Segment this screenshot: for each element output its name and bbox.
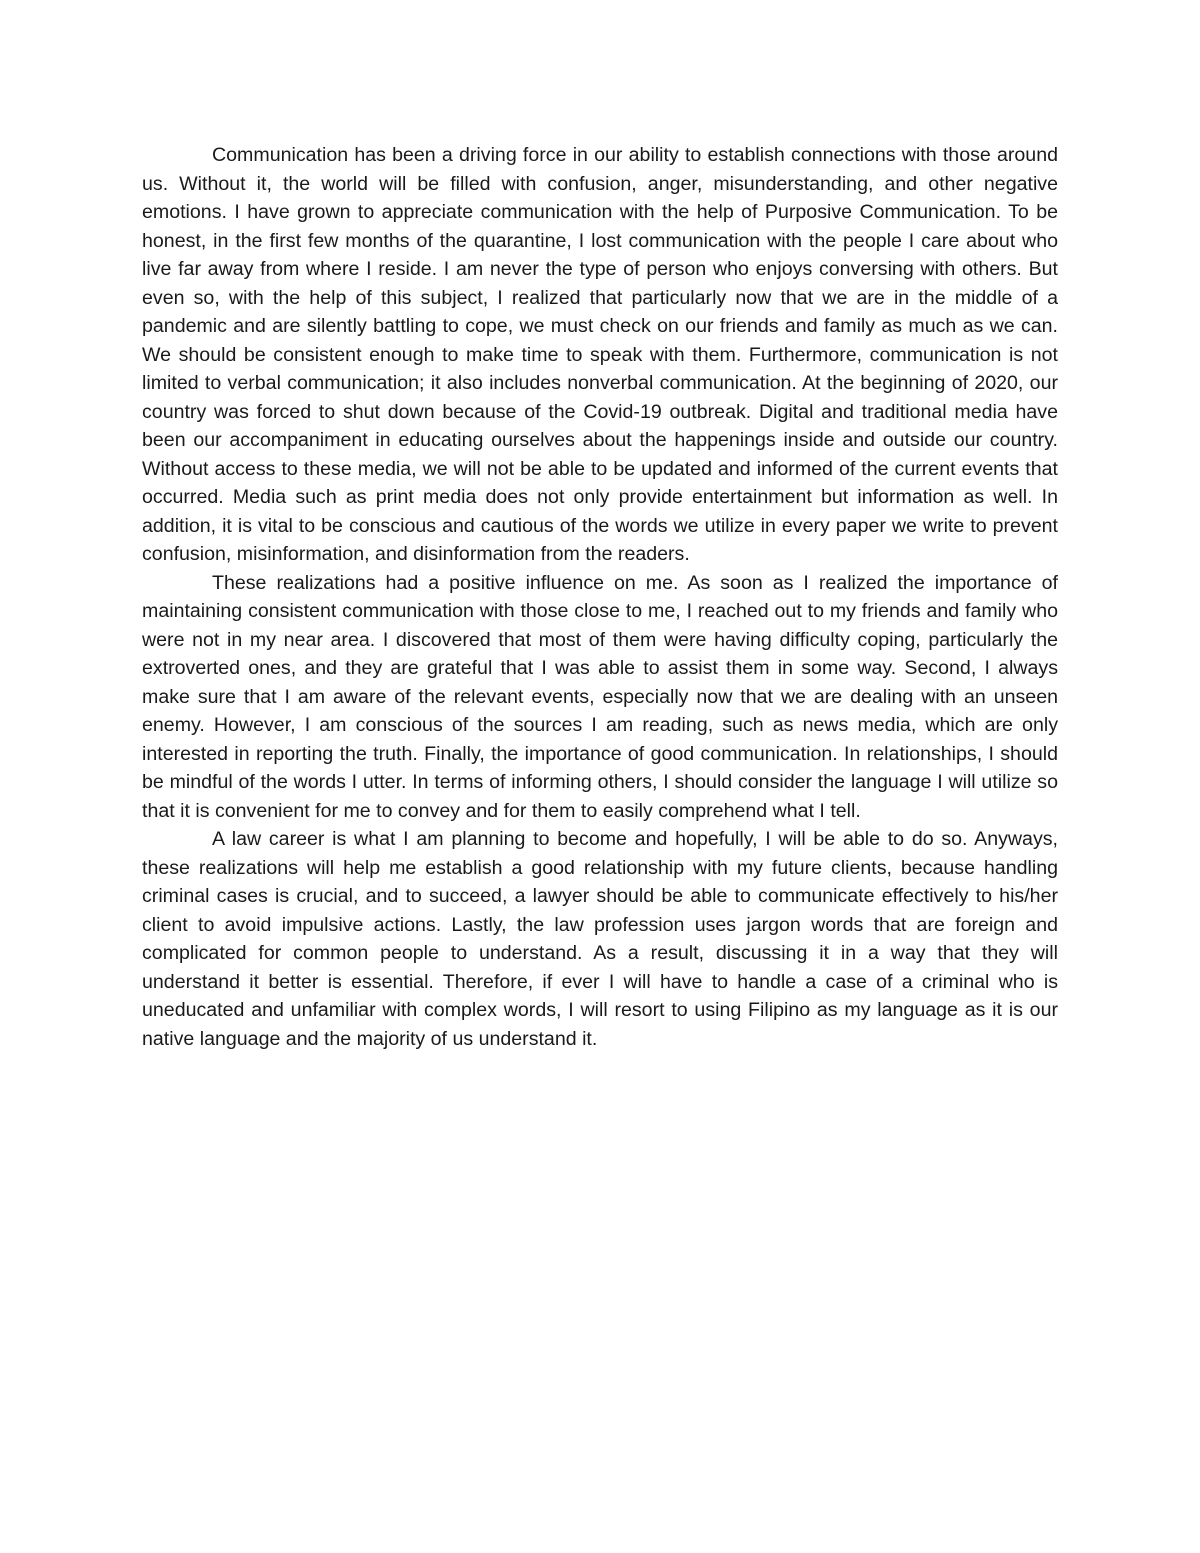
paragraph-1: Communication has been a driving force in our ability to establish connections with those around us. Without it, the world will be filled with confusion, anger, misunderstanding, and other negative emotions. I have grown to appreciate communication with the help of Purposive Communication. To be honest, in the first few months of the quarantine, I lost communication with the people I care about who live far away from where I reside. I am never the type of person who enjoys conversing with others. But even so, with the help of this subject, I realized that particularly now that we are in the middle of a pandemic and are silently battling to cope, we must check on our friends and family as much as we can. We should be consistent enough to make time to speak with them. Furthermore, communication is not limited to verbal communication; it also includes nonverbal communication. At the beginning of 2020, our country was forced to shut down because of the Covid-19 outbreak. Digital and traditional media have been our accompaniment in educating ourselves about the happenings inside and outside our country. Without access to these media, we will not be able to be updated and informed of the current events that occurred. Media such as print media does not only provide entertainment but information as well. In addition, it is vital to be conscious and cautious of the words we utilize in every paper we write to prevent confusion, misinformation, and disinformation from the readers.	[142, 144, 1058, 565]
paragraph-2: These realizations had a positive influence on me. As soon as I realized the importance of maintaining consistent communication with those close to me, I reached out to my friends and family who were not in my near area. I discovered that most of them were having difficulty coping, particularly the extroverted ones, and they are grateful that I was able to assist them in some way. Second, I always make sure that I am aware of the relevant events, especially now that we are dealing with an unseen enemy. However, I am conscious of the sources I am reading, such as news media, which are only interested in reporting the truth. Finally, the importance of good communication. In relationships, I should be mindful of the words I utter. In terms of informing others, I should consider the language I will utilize so that it is convenient for me to convey and for them to easily comprehend what I tell.	[142, 571, 1058, 822]
paragraph-3: A law career is what I am planning to become and hopefully, I will be able to do so. Anyways, these realizations will help me establish a good relationship with my future clients, because handling criminal cases is crucial, and to succeed, a lawyer should be able to communicate effectively to his/her client to avoid impulsive actions. Lastly, the law profession uses jargon words that are foreign and complicated for common people to understand. As a result, discussing it in a way that they will understand it better is essential. Therefore, if ever I will have to handle a case of a criminal who is uneducated and unfamiliar with complex words, I will resort to using Filipino as my language as it is our native language and the majority of us understand it.	[142, 828, 1058, 1050]
document-body	[142, 141, 1058, 1053]
